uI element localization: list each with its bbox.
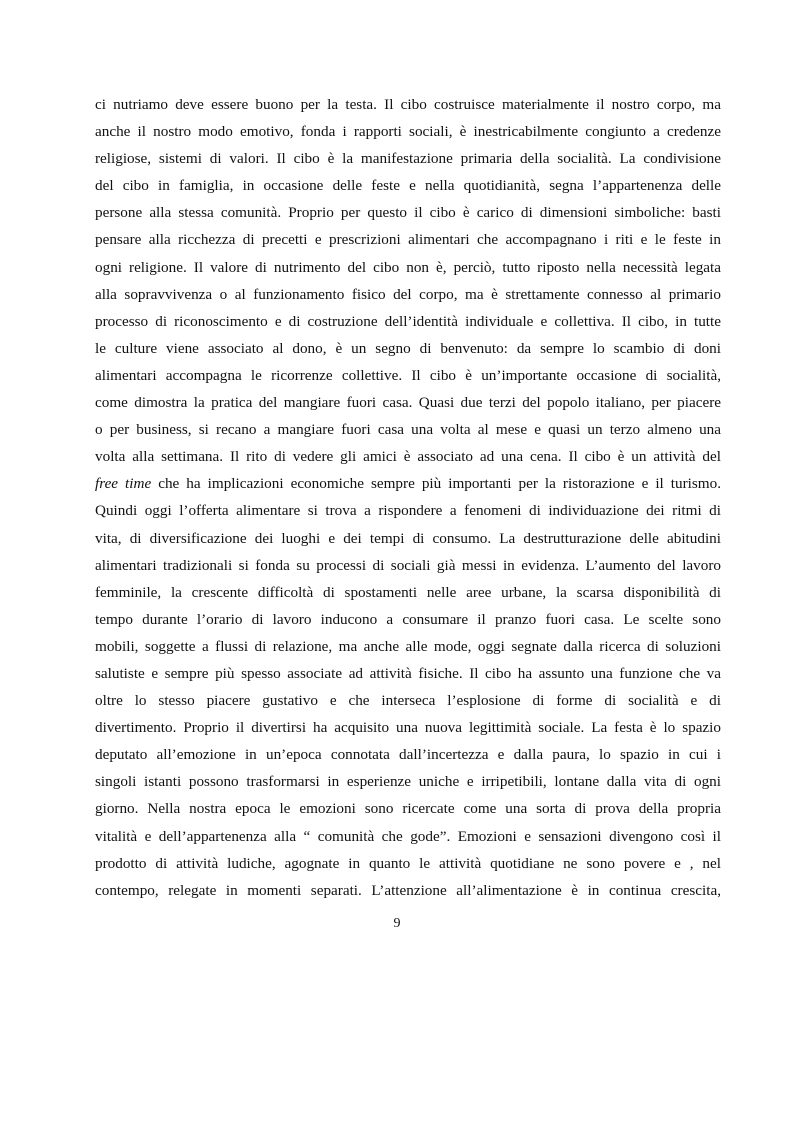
text-line: salutiste e sempre più spesso associate ad attività fisiche. Il cibo ha assunto una funzione che va [95, 664, 721, 682]
text-line: divertimento. Proprio il divertirsi ha acquisito una nuova legittimità sociale. La festa è lo spazio [95, 719, 721, 737]
text-line: oltre lo stesso piacere gustativo e che interseca l’esplosione di forme di socialità e di [95, 692, 721, 710]
text-line: alimentari tradizionali si fonda su processi di sociali già messi in evidenza. L’aumento del lavoro [95, 556, 721, 574]
text-line: pensare alla ricchezza di precetti e prescrizioni alimentari che accompagnano i riti e le feste in [95, 231, 721, 249]
text-line: giorno. Nella nostra epoca le emozioni sono ricercate come una sorta di prova della propria [95, 800, 721, 818]
text-line: tempo durante l’orario di lavoro inducono a consumare il pranzo fuori casa. Le scelte sono [95, 610, 721, 628]
text-line: religiose, sistemi di valori. Il cibo è la manifestazione primaria della socialità. La condivisione [95, 150, 721, 168]
text-line: deputato all’emozione in un’epoca connotata dall’incertezza e dalla paura, lo spazio in cui i [95, 746, 721, 764]
text-line: alla sopravvivenza o al funzionamento fisico del corpo, ma è strettamente connesso al primario [95, 285, 721, 303]
text-line: processo di riconoscimento e di costruzione dell’identità individuale e collettiva. Il cibo, in tutte [95, 312, 721, 330]
text-line: persone alla stessa comunità. Proprio per questo il cibo è carico di dimensioni simboliche: basti [95, 204, 721, 222]
text-segment: che ha implicazioni economiche sempre più importanti per la ristorazione e il turismo. [151, 475, 721, 493]
body-paragraph [95, 91, 721, 904]
text-line: del cibo in famiglia, in occasione delle feste e nella quotidianità, segna l’appartenenza delle [95, 177, 721, 195]
italic-term: free time [95, 475, 152, 493]
text-line-mixed [95, 470, 721, 497]
text-line: alimentari accompagna le ricorrenze collettive. Il cibo è un’importante occasione di socialità, [95, 366, 721, 384]
text-line: anche il nostro modo emotivo, fonda i rapporti sociali, è inestricabilmente congiunto a credenze [95, 123, 721, 141]
text-line: singoli istanti possono trasformarsi in esperienze uniche e irripetibili, lontane dalla vita di ogni [95, 773, 721, 791]
text-line: ogni religione. Il valore di nutrimento del cibo non è, perciò, tutto riposto nella necessità legata [95, 258, 721, 276]
text-line: femminile, la crescente difficoltà di spostamenti nelle aree urbane, la scarsa disponibilità di [95, 583, 721, 601]
text-line: ci nutriamo deve essere buono per la testa. Il cibo costruisce materialmente il nostro corpo, ma [95, 96, 721, 113]
text-line: le culture viene associato al dono, è un segno di benvenuto: da sempre lo scambio di doni [95, 339, 721, 357]
text-line: volta alla settimana. Il rito di vedere gli amici è associato ad una cena. Il cibo è un attività del [95, 448, 721, 466]
text-line: prodotto di attività ludiche, agognate in quanto le attività quotidiane ne sono povere e , nel [95, 854, 721, 872]
text-line: vitalità e dell’appartenenza alla “ comunità che gode”. Emozioni e sensazioni divengono così il [95, 827, 721, 845]
text-line: Quindi oggi l’offerta alimentare si trova a rispondere a fenomeni di individuazione dei ritmi di [95, 502, 721, 520]
text-line: come dimostra la pratica del mangiare fuori casa. Quasi due terzi del popolo italiano, per piacere [95, 394, 721, 412]
text-line: contempo, relegate in momenti separati. L’attenzione all’alimentazione è in continua crescita, [95, 881, 721, 899]
text-line: o per business, si recano a mangiare fuori casa una volta al mese e quasi un terzo almeno una [95, 421, 721, 439]
page-number: 9 [393, 916, 401, 931]
text-line: mobili, soggette a flussi di relazione, ma anche alle mode, oggi segnate dalla ricerca di soluzioni [95, 637, 721, 655]
text-line: vita, di diversificazione dei luoghi e dei tempi di consumo. La destrutturazione delle abitudini [95, 529, 721, 547]
